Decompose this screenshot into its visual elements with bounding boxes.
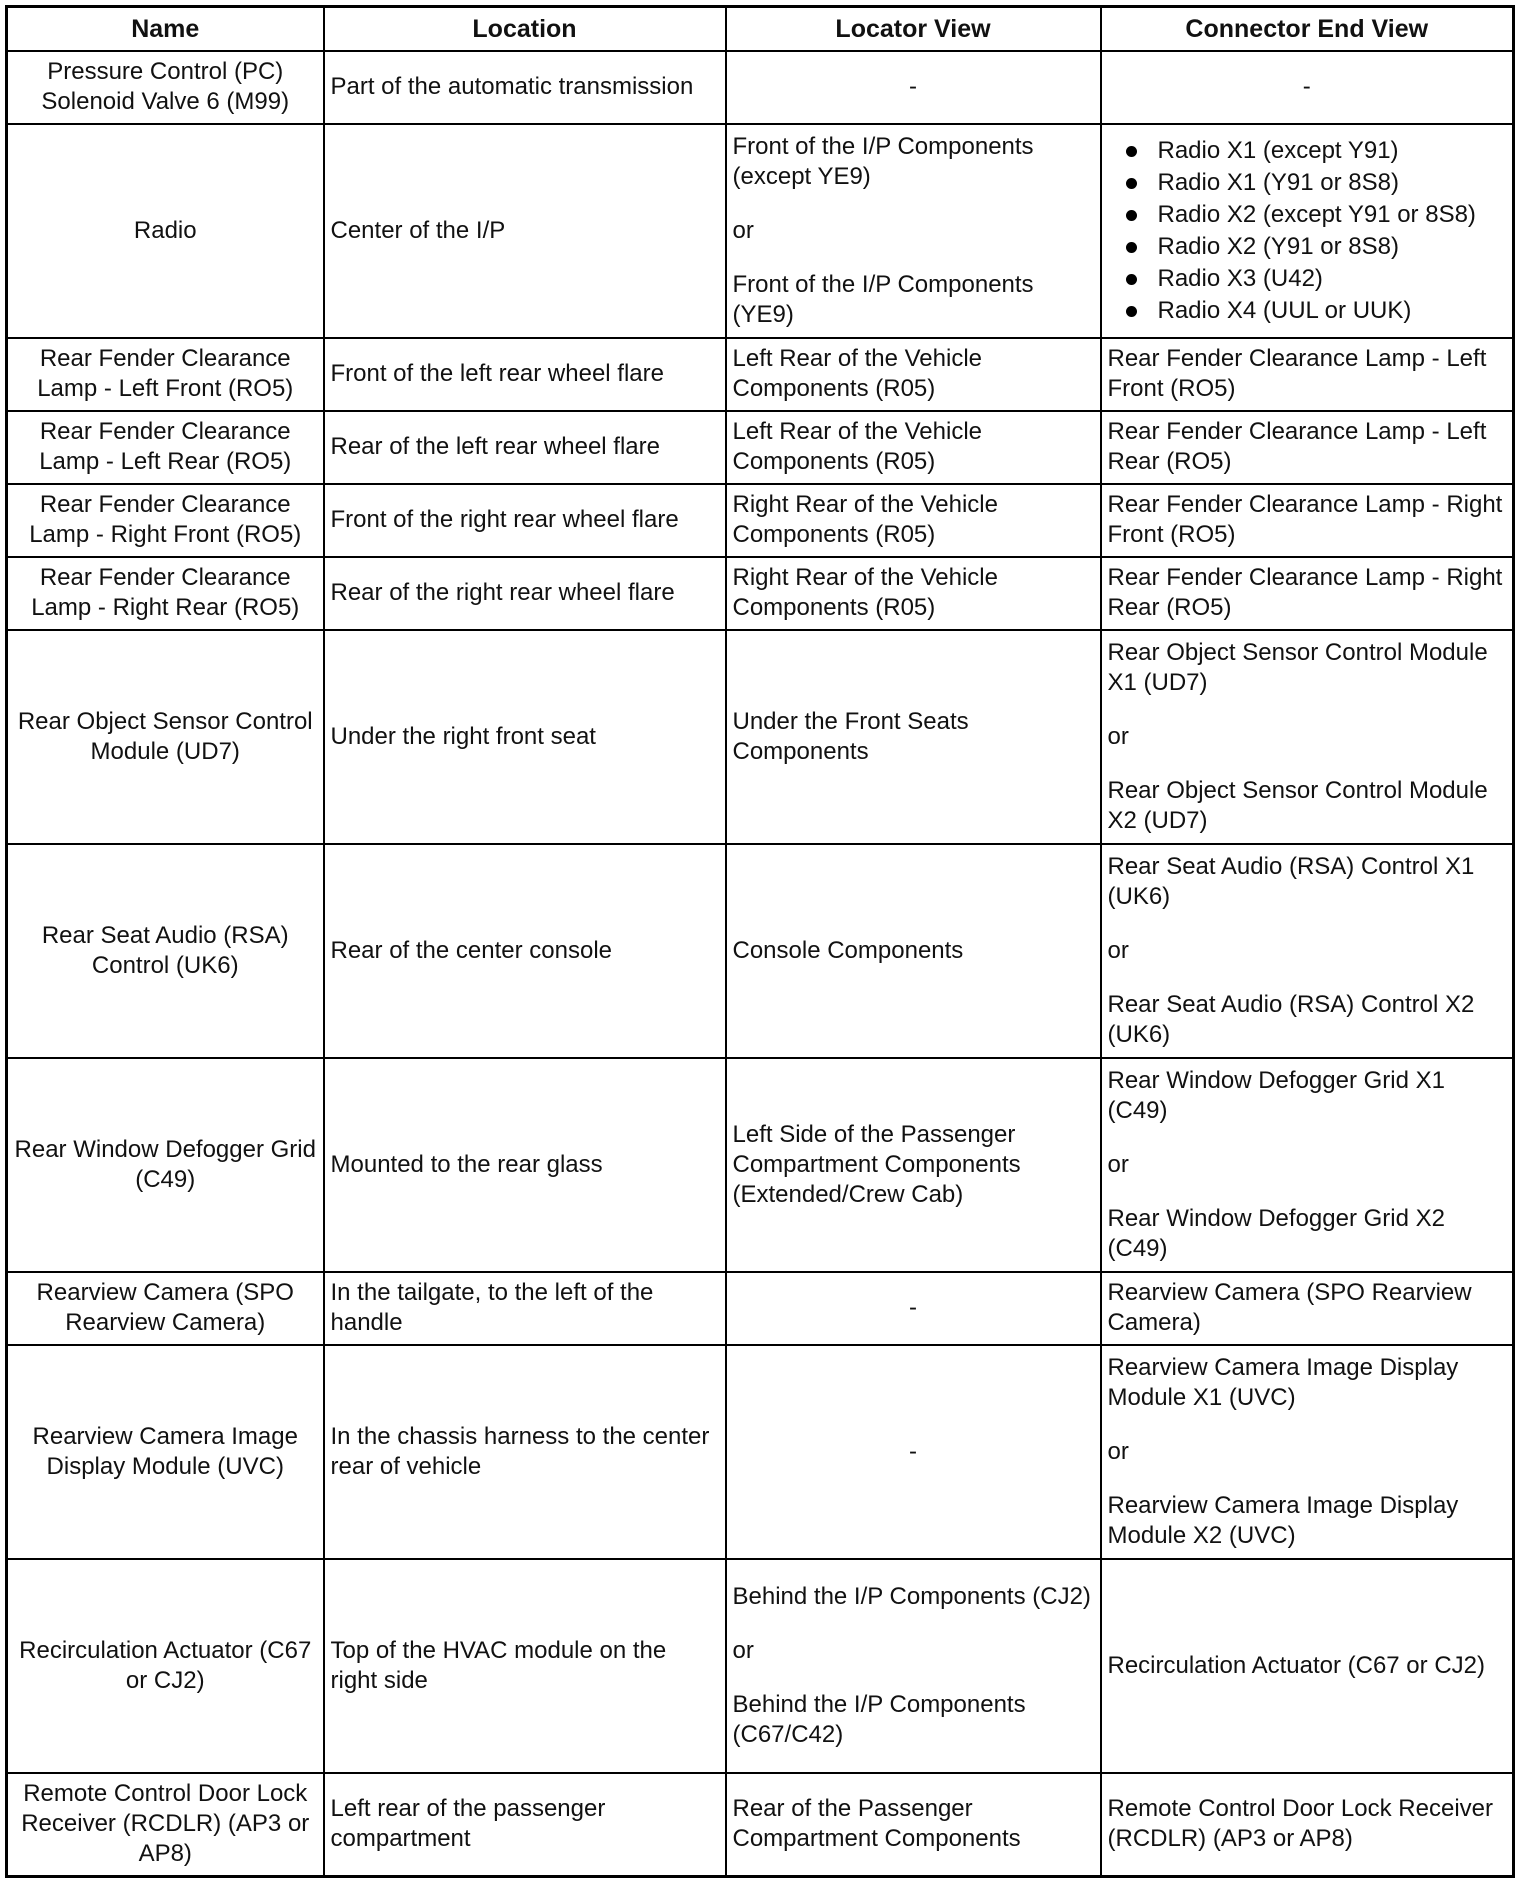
cell-locator-view: Right Rear of the Vehicle Components (R05) xyxy=(726,557,1101,630)
cell-name: Rearview Camera (SPO Rearview Camera) xyxy=(7,1272,324,1345)
table-row xyxy=(7,1058,1514,1272)
table-row xyxy=(7,844,1514,1058)
connector-option-b: Rear Seat Audio (RSA) Control X2 (UK6) xyxy=(1107,990,1475,1048)
cell-location: Left rear of the passenger compartment xyxy=(324,1773,726,1877)
bullet-icon xyxy=(1126,306,1137,317)
cell-location: Front of the right rear wheel flare xyxy=(324,484,726,557)
cell-name: Pressure Control (PC) Solenoid Valve 6 (M99) xyxy=(7,51,324,124)
cell-locator-view: Left Rear of the Vehicle Components (R05) xyxy=(726,411,1101,484)
connector-list xyxy=(1108,135,1507,327)
cell-locator-view: Console Components xyxy=(726,844,1101,1058)
connector-option-a: Rearview Camera Image Display Module X1 (UVC) xyxy=(1107,1353,1459,1411)
cell-location: Front of the left rear wheel flare xyxy=(324,338,726,411)
cell-name: Rear Fender Clearance Lamp - Right Front (RO5) xyxy=(7,484,324,557)
cell-location: Mounted to the rear glass xyxy=(324,1058,726,1272)
cell-locator-view: Rear of the Passenger Compartment Components xyxy=(726,1773,1101,1877)
cell-name: Rear Fender Clearance Lamp - Left Front (RO5) xyxy=(7,338,324,411)
table-row xyxy=(7,1272,1514,1345)
table-row xyxy=(7,124,1514,338)
table-row xyxy=(7,1773,1514,1877)
cell-connector-end-view xyxy=(1101,844,1514,1058)
cell-connector-end-view: Recirculation Actuator (C67 or CJ2) xyxy=(1101,1559,1514,1773)
cell-locator-view: - xyxy=(726,1345,1101,1559)
connector-option-b: Rear Object Sensor Control Module X2 (UD7) xyxy=(1107,776,1488,834)
connector-option-a: Rear Seat Audio (RSA) Control X1 (UK6) xyxy=(1107,852,1475,910)
cell-locator-view xyxy=(726,124,1101,338)
table-row xyxy=(7,51,1514,124)
cell-name: Rear Seat Audio (RSA) Control (UK6) xyxy=(7,844,324,1058)
header-location: Location xyxy=(324,7,726,51)
cell-connector-end-view: Rear Fender Clearance Lamp - Left Rear (RO5) xyxy=(1101,411,1514,484)
cell-location: Under the right front seat xyxy=(324,630,726,844)
cell-connector-end-view xyxy=(1101,1345,1514,1559)
cell-locator-view xyxy=(726,1559,1101,1773)
cell-location: In the chassis harness to the center rear of vehicle xyxy=(324,1345,726,1559)
or-separator: or xyxy=(732,216,754,244)
list-item: Radio X2 (Y91 or 8S8) xyxy=(1108,231,1507,263)
cell-name: Recirculation Actuator (C67 or CJ2) xyxy=(7,1559,324,1773)
or-separator: or xyxy=(732,1636,754,1664)
cell-name: Rear Object Sensor Control Module (UD7) xyxy=(7,630,324,844)
bullet-icon xyxy=(1126,274,1137,285)
bullet-icon xyxy=(1126,242,1137,253)
cell-locator-view: - xyxy=(726,1272,1101,1345)
cell-name: Rear Fender Clearance Lamp - Right Rear (RO5) xyxy=(7,557,324,630)
connector-option-a: Rear Object Sensor Control Module X1 (UD7) xyxy=(1107,638,1488,696)
connector-option-a: Rear Window Defogger Grid X1 (C49) xyxy=(1107,1066,1445,1124)
list-item: Radio X1 (except Y91) xyxy=(1108,135,1507,167)
cell-connector-end-view: - xyxy=(1101,51,1514,124)
or-separator: or xyxy=(1107,1150,1129,1178)
table-row xyxy=(7,338,1514,411)
table-row xyxy=(7,484,1514,557)
table-row xyxy=(7,1559,1514,1773)
header-locator-view: Locator View xyxy=(726,7,1101,51)
table-row xyxy=(7,1345,1514,1559)
cell-location: Top of the HVAC module on the right side xyxy=(324,1559,726,1773)
locator-option-a: Front of the I/P Components (except YE9) xyxy=(732,132,1034,190)
cell-connector-end-view: Rear Fender Clearance Lamp - Right Rear (RO5) xyxy=(1101,557,1514,630)
or-separator: or xyxy=(1107,722,1129,750)
component-locator-table xyxy=(5,5,1515,1878)
connector-option-b: Rearview Camera Image Display Module X2 (UVC) xyxy=(1107,1491,1459,1549)
cell-connector-end-view: Remote Control Door Lock Receiver (RCDLR) (AP3 or AP8) xyxy=(1101,1773,1514,1877)
cell-connector-end-view: Rear Fender Clearance Lamp - Left Front (RO5) xyxy=(1101,338,1514,411)
list-item: Radio X1 (Y91 or 8S8) xyxy=(1108,167,1507,199)
cell-name: Rear Fender Clearance Lamp - Left Rear (RO5) xyxy=(7,411,324,484)
cell-location: Part of the automatic transmission xyxy=(324,51,726,124)
list-item: Radio X3 (U42) xyxy=(1108,263,1507,295)
cell-connector-end-view: Rearview Camera (SPO Rearview Camera) xyxy=(1101,1272,1514,1345)
cell-location: Rear of the right rear wheel flare xyxy=(324,557,726,630)
locator-option-b: Front of the I/P Components (YE9) xyxy=(732,270,1034,328)
cell-location: In the tailgate, to the left of the handle xyxy=(324,1272,726,1345)
cell-locator-view: Under the Front Seats Components xyxy=(726,630,1101,844)
locator-option-a: Behind the I/P Components (CJ2) xyxy=(732,1582,1091,1610)
bullet-icon xyxy=(1126,210,1137,221)
header-connector-end-view: Connector End View xyxy=(1101,7,1514,51)
cell-connector-end-view xyxy=(1101,124,1514,338)
table-row xyxy=(7,630,1514,844)
table-row xyxy=(7,411,1514,484)
bullet-icon xyxy=(1126,178,1137,189)
cell-locator-view: - xyxy=(726,51,1101,124)
cell-location: Rear of the left rear wheel flare xyxy=(324,411,726,484)
cell-name: Remote Control Door Lock Receiver (RCDLR) (AP3 or AP8) xyxy=(7,1773,324,1877)
cell-connector-end-view: Rear Fender Clearance Lamp - Right Front (RO5) xyxy=(1101,484,1514,557)
cell-locator-view: Left Side of the Passenger Compartment Components (Extended/Crew Cab) xyxy=(726,1058,1101,1272)
cell-locator-view: Left Rear of the Vehicle Components (R05) xyxy=(726,338,1101,411)
connector-option-b: Rear Window Defogger Grid X2 (C49) xyxy=(1107,1204,1445,1262)
cell-locator-view: Right Rear of the Vehicle Components (R05) xyxy=(726,484,1101,557)
or-separator: or xyxy=(1107,936,1129,964)
cell-location: Center of the I/P xyxy=(324,124,726,338)
header-name: Name xyxy=(7,7,324,51)
cell-connector-end-view xyxy=(1101,630,1514,844)
cell-name: Rear Window Defogger Grid (C49) xyxy=(7,1058,324,1272)
bullet-icon xyxy=(1126,146,1137,157)
cell-connector-end-view xyxy=(1101,1058,1514,1272)
locator-option-b: Behind the I/P Components (C67/C42) xyxy=(732,1690,1026,1748)
list-item: Radio X2 (except Y91 or 8S8) xyxy=(1108,199,1507,231)
cell-location: Rear of the center console xyxy=(324,844,726,1058)
or-separator: or xyxy=(1107,1437,1129,1465)
cell-name: Rearview Camera Image Display Module (UVC) xyxy=(7,1345,324,1559)
cell-name: Radio xyxy=(7,124,324,338)
table-row xyxy=(7,557,1514,630)
header-row xyxy=(7,7,1514,51)
list-item: Radio X4 (UUL or UUK) xyxy=(1108,295,1507,327)
